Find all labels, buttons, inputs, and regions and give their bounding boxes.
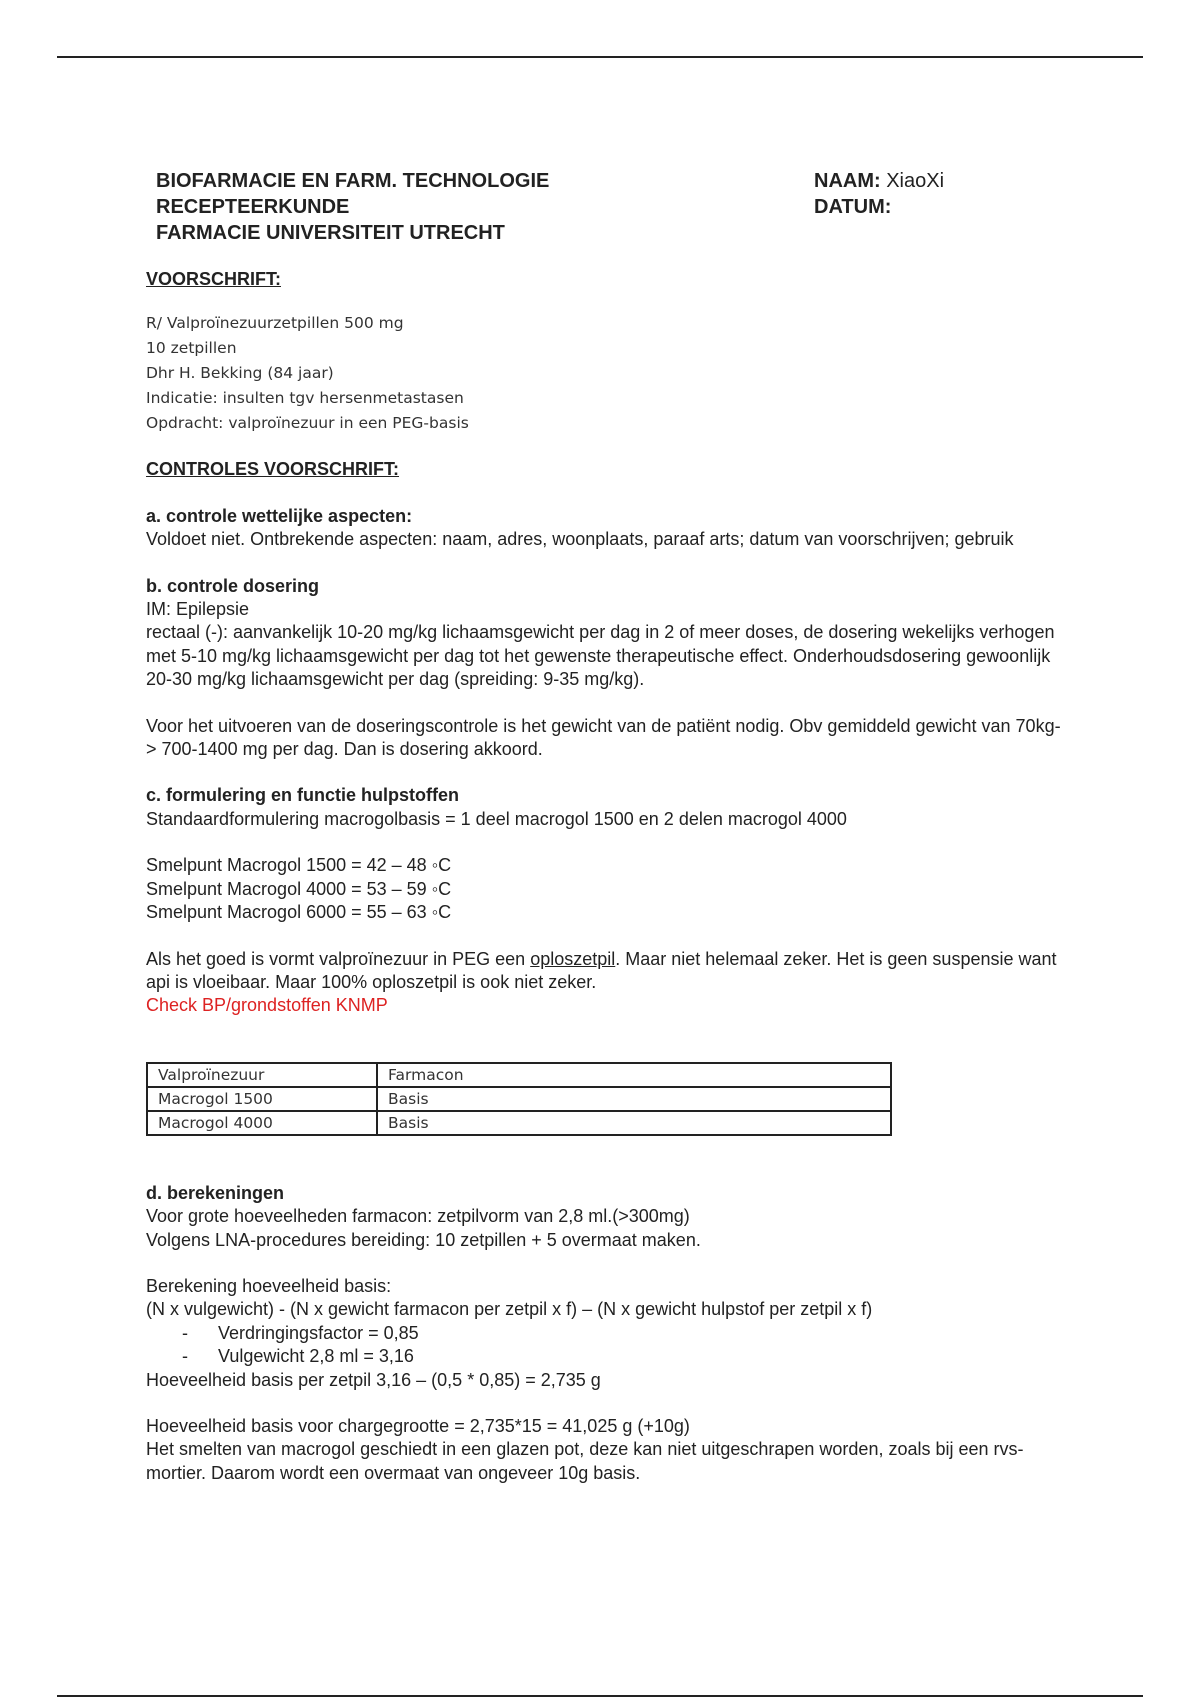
prescription-block: [146, 311, 1066, 436]
prescription-line: Dhr H. Bekking (84 jaar): [146, 364, 334, 383]
calc-bullet: - Verdringingsfactor = 0,85: [182, 1322, 419, 1343]
oploszetpil-term: oploszetpil: [530, 948, 616, 969]
naam-value: XiaoXi: [886, 170, 945, 192]
section-a-text: Voldoet niet. Ontbrekende aspecten: naam, adres, woonplaats, paraaf arts; datum van voorschrijven; gebruik: [146, 529, 1014, 550]
table-cell: Valproïnezuur: [147, 1063, 377, 1087]
table-cell: Macrogol 1500: [147, 1087, 377, 1111]
section-c-title: c. formulering en functie hulpstoffen: [146, 785, 460, 806]
calc-line: Volgens LNA-procedures bereiding: 10 zetpillen + 5 overmaat maken.: [146, 1229, 701, 1250]
prescription-line: 10 zetpillen: [146, 339, 237, 358]
controles-heading: CONTROLES VOORSCHRIFT:: [146, 459, 400, 480]
prescription-line: Opdracht: valproïnezuur in een PEG-basis: [146, 414, 469, 433]
calc-formula: (N x vulgewicht) - (N x gewicht farmacon per zetpil x f) – (N x gewicht hulpstof per zetpil x f): [146, 1299, 873, 1320]
course-title-line: BIOFARMACIE EN FARM. TECHNOLOGIE: [156, 170, 550, 192]
calc-bullet: - Vulgewicht 2,8 ml = 3,16: [182, 1346, 414, 1367]
course-title-line: FARMACIE UNIVERSITEIT UTRECHT: [156, 222, 505, 244]
course-title-block: [156, 168, 549, 246]
table-cell: Basis: [377, 1087, 891, 1111]
section-b-weight-note: Voor het uitvoeren van de doseringscontrole is het gewicht van de patiënt nodig. Obv gemiddeld gewicht van 70kg-> 700-1400 mg per dag. Dan is dosering akkoord.: [146, 715, 1061, 760]
excipient-table: [146, 1062, 892, 1136]
check-note: Check BP/grondstoffen KNMP: [146, 995, 388, 1016]
table-cell: Basis: [377, 1111, 891, 1135]
table-cell: Farmacon: [377, 1063, 891, 1087]
naam-label: NAAM:: [814, 170, 881, 192]
table-row: [147, 1111, 891, 1135]
course-title-line: RECEPTEERKUNDE: [156, 196, 350, 218]
bottom-rule: [57, 1695, 1143, 1697]
melting-point-line: Smelpunt Macrogol 4000 = 53 – 59 ◦C: [146, 878, 452, 899]
top-rule: [57, 56, 1143, 58]
section-b-title: b. controle dosering: [146, 575, 320, 596]
prescription-line: R/ Valproïnezuurzetpillen 500 mg: [146, 314, 404, 333]
section-b-indication: IM: Epilepsie: [146, 599, 250, 620]
calc-line: Hoeveelheid basis per zetpil 3,16 – (0,5 * 0,85) = 2,735 g: [146, 1369, 601, 1390]
calc-line: Voor grote hoeveelheden farmacon: zetpilvorm van 2,8 ml.(>300mg): [146, 1206, 690, 1227]
table-row: [147, 1087, 891, 1111]
student-info: [814, 168, 944, 220]
calc-line: Berekening hoeveelheid basis:: [146, 1275, 392, 1296]
section-c-paragraph: Als het goed is vormt valproïnezuur in PEG een oploszetpil. Maar niet helemaal zeker. Het is geen suspensie want api is vloeibaar. Maar 100% oploszetpil is ook niet zeker.: [146, 948, 1057, 992]
prescription-line: Indicatie: insulten tgv hersenmetastasen: [146, 389, 464, 408]
section-b-dosage: rectaal (-): aanvankelijk 10-20 mg/kg lichaamsgewicht per dag in 2 of meer doses, de dosering wekelijks verhogen met 5-10 mg/kg lichaamsgewicht per dag tot het gewenste therapeutische effect. Onderhoudsdosering gewoonlijk 20-30 mg/kg lichaamsgewicht per dag (spreiding: 9-35 mg/kg).: [146, 622, 1055, 690]
voorschrift-heading: VOORSCHRIFT:: [146, 269, 281, 289]
datum-label: DATUM:: [814, 196, 892, 218]
section-c-standard: Standaardformulering macrogolbasis = 1 deel macrogol 1500 en 2 delen macrogol 4000: [146, 808, 847, 829]
melting-point-line: Smelpunt Macrogol 6000 = 55 – 63 ◦C: [146, 902, 452, 923]
calc-line: Hoeveelheid basis voor chargegrootte = 2,735*15 = 41,025 g (+10g): [146, 1415, 690, 1436]
section-d-title: d. berekeningen: [146, 1182, 285, 1203]
calc-line: Het smelten van macrogol geschiedt in een glazen pot, deze kan niet uitgeschrapen worden, zoals bij een rvs-mortier. Daarom wordt een overmaat van ongeveer 10g basis.: [146, 1439, 1024, 1483]
document-body: [146, 268, 1066, 1485]
table-cell: Macrogol 4000: [147, 1111, 377, 1135]
section-a-title: a. controle wettelijke aspecten:: [146, 505, 413, 526]
table-row: [147, 1063, 891, 1087]
melting-point-line: Smelpunt Macrogol 1500 = 42 – 48 ◦C: [146, 855, 452, 876]
